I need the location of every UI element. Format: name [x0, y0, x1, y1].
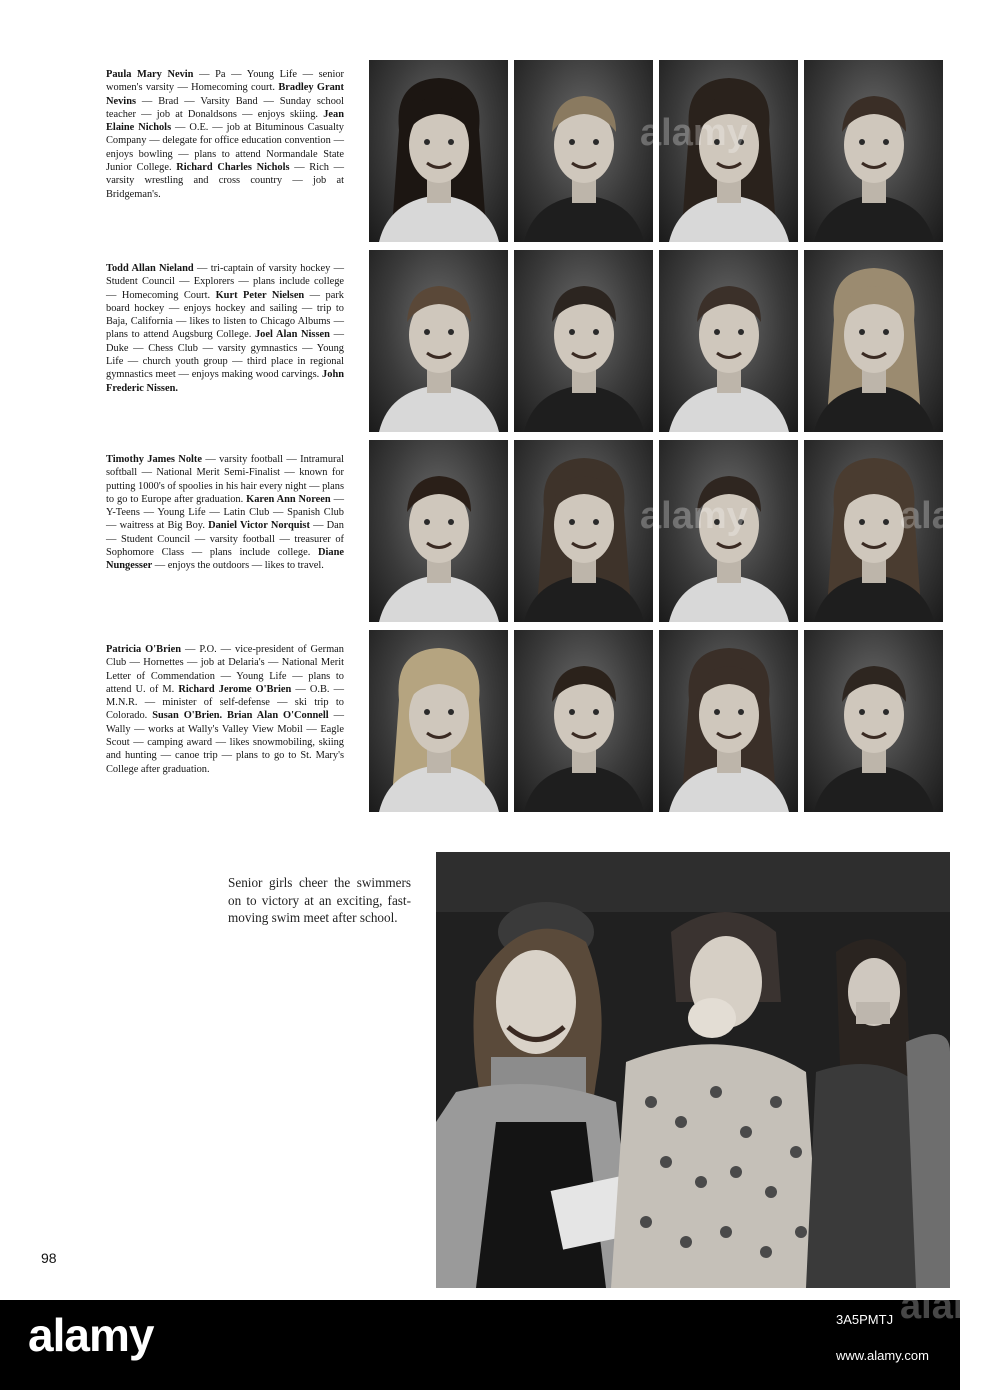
student-portrait — [369, 250, 508, 432]
student-portrait — [659, 440, 798, 622]
student-bio-text: — Pa — Young Life — senior women's varsity — Homecoming court. — [106, 69, 344, 94]
bio-block-row-3 — [106, 453, 344, 573]
student-portrait — [514, 440, 653, 622]
alamy-logo: alamy — [28, 1309, 154, 1361]
watermark-ghost: alamy — [900, 1285, 1008, 1327]
page-number: 98 — [41, 1250, 57, 1266]
watermark-ghost: alamy — [900, 495, 1008, 537]
student-name: Karen Ann Noreen — [246, 493, 331, 505]
student-bio-text: — Brad — Varsity Band — Sunday school teacher — job at Donaldsons — enjoys skiing. — [106, 95, 344, 120]
student-name: Paula Mary Nevin — [106, 69, 194, 80]
bio-block-row-4 — [106, 643, 344, 776]
watermark-ghost: alamy — [640, 112, 748, 154]
student-name: Richard Charles Nichols — [176, 162, 290, 174]
watermark-ghost: alamy — [640, 495, 748, 537]
student-bio-text: — Duke — Chess Club — varsity gymnastics — Young Life — church youth group — third place in regional gymnastics meet — enjoys making wood carvings. — [106, 329, 344, 381]
student-name: John Frederic Nissen. — [106, 369, 344, 394]
student-portrait — [659, 630, 798, 812]
bio-block-row-1 — [106, 68, 344, 201]
watermark-url: www.alamy.com — [836, 1348, 929, 1363]
student-bio-text: — Rich — varsity wrestling and cross country — job at Bridgeman's. — [106, 162, 345, 200]
candid-photo — [436, 852, 950, 1288]
candid-photo-illustration — [436, 852, 950, 1288]
student-bio-text: — varsity football — Intramural softball — National Merit Semi-Finalist — known for putting 1000's of spoolies in his hair every night — plans to go to Europe after graduation. — [106, 454, 344, 505]
student-portrait — [659, 60, 798, 242]
student-portrait — [804, 60, 943, 242]
student-portrait — [659, 250, 798, 432]
student-portrait — [369, 440, 508, 622]
portrait-grid — [369, 60, 949, 822]
student-bio-text: — tri-captain of varsity hockey — Student Council — Explorers — plans include college — Homecoming Court. — [106, 263, 344, 301]
photo-caption: Senior girls cheer the swimmers on to victory at an exciting, fast-moving swim meet after school. — [228, 875, 411, 925]
image-id-label: 3A5PMTJ — [836, 1312, 894, 1327]
student-name: Jean Elaine Nichols — [106, 108, 344, 134]
student-name: Susan O'Brien. Brian Alan O'Connell — [152, 710, 329, 722]
student-name: Patricia O'Brien — [106, 644, 181, 655]
student-bio-text: — Dan — Student Council — varsity football — treasurer of Sophomore Class — plans include college. — [106, 520, 344, 559]
student-bio-text: — Y-Teens — Young Life — Latin Club — Spanish Club — waitress at Big Boy. — [106, 493, 344, 532]
bio-block-row-2 — [106, 262, 344, 395]
student-bio-text: — P.O. — vice-president of German Club — Hornettes — job at Delaria's — National Merit Letter of Commendation — Young Life — plans to attend U. of M. — [106, 644, 344, 695]
student-bio-text: — Wally — works at Wally's Valley View Mobil — Eagle Scout — camping award — likes snowmobiling, skiing and hunting — canoe trip — plans to go to St. Mary's College after graduation. — [106, 710, 344, 775]
student-portrait — [369, 60, 508, 242]
student-bio-text: — park board hockey — enjoys hockey and sailing — trip to Baja, California — likes to listen to Chicago Albums — plans to attend Augsburg College. — [106, 289, 344, 341]
student-name: Bradley Grant Nevins — [106, 82, 345, 107]
student-portrait — [369, 630, 508, 812]
student-portrait — [804, 440, 943, 622]
student-name: Kurt Peter Nielsen — [215, 289, 305, 301]
student-name: Richard Jerome O'Brien — [178, 683, 292, 695]
student-bio-text: — O.B. — M.N.R. — minister of self-defense — ski trip to Colorado. — [106, 683, 344, 722]
student-portrait — [514, 250, 653, 432]
student-name: Timothy James Nolte — [106, 454, 202, 465]
student-portrait — [804, 630, 943, 812]
student-name: Daniel Victor Norquist — [208, 520, 310, 532]
student-portrait — [514, 630, 653, 812]
student-name: Joel Alan Nissen — [254, 329, 330, 341]
student-bio-text: — O.E. — job at Bituminous Casualty Company — delegate for office education convention — enjoys bowling — plans to attend Normandale State Junior College. — [106, 122, 345, 174]
student-portrait — [514, 60, 653, 242]
student-name: Todd Allan Nieland — [106, 263, 194, 274]
student-bio-text: — enjoys the outdoors — likes to travel. — [152, 560, 324, 572]
student-portrait — [804, 250, 943, 432]
student-name: Diane Nungesser — [106, 547, 344, 572]
